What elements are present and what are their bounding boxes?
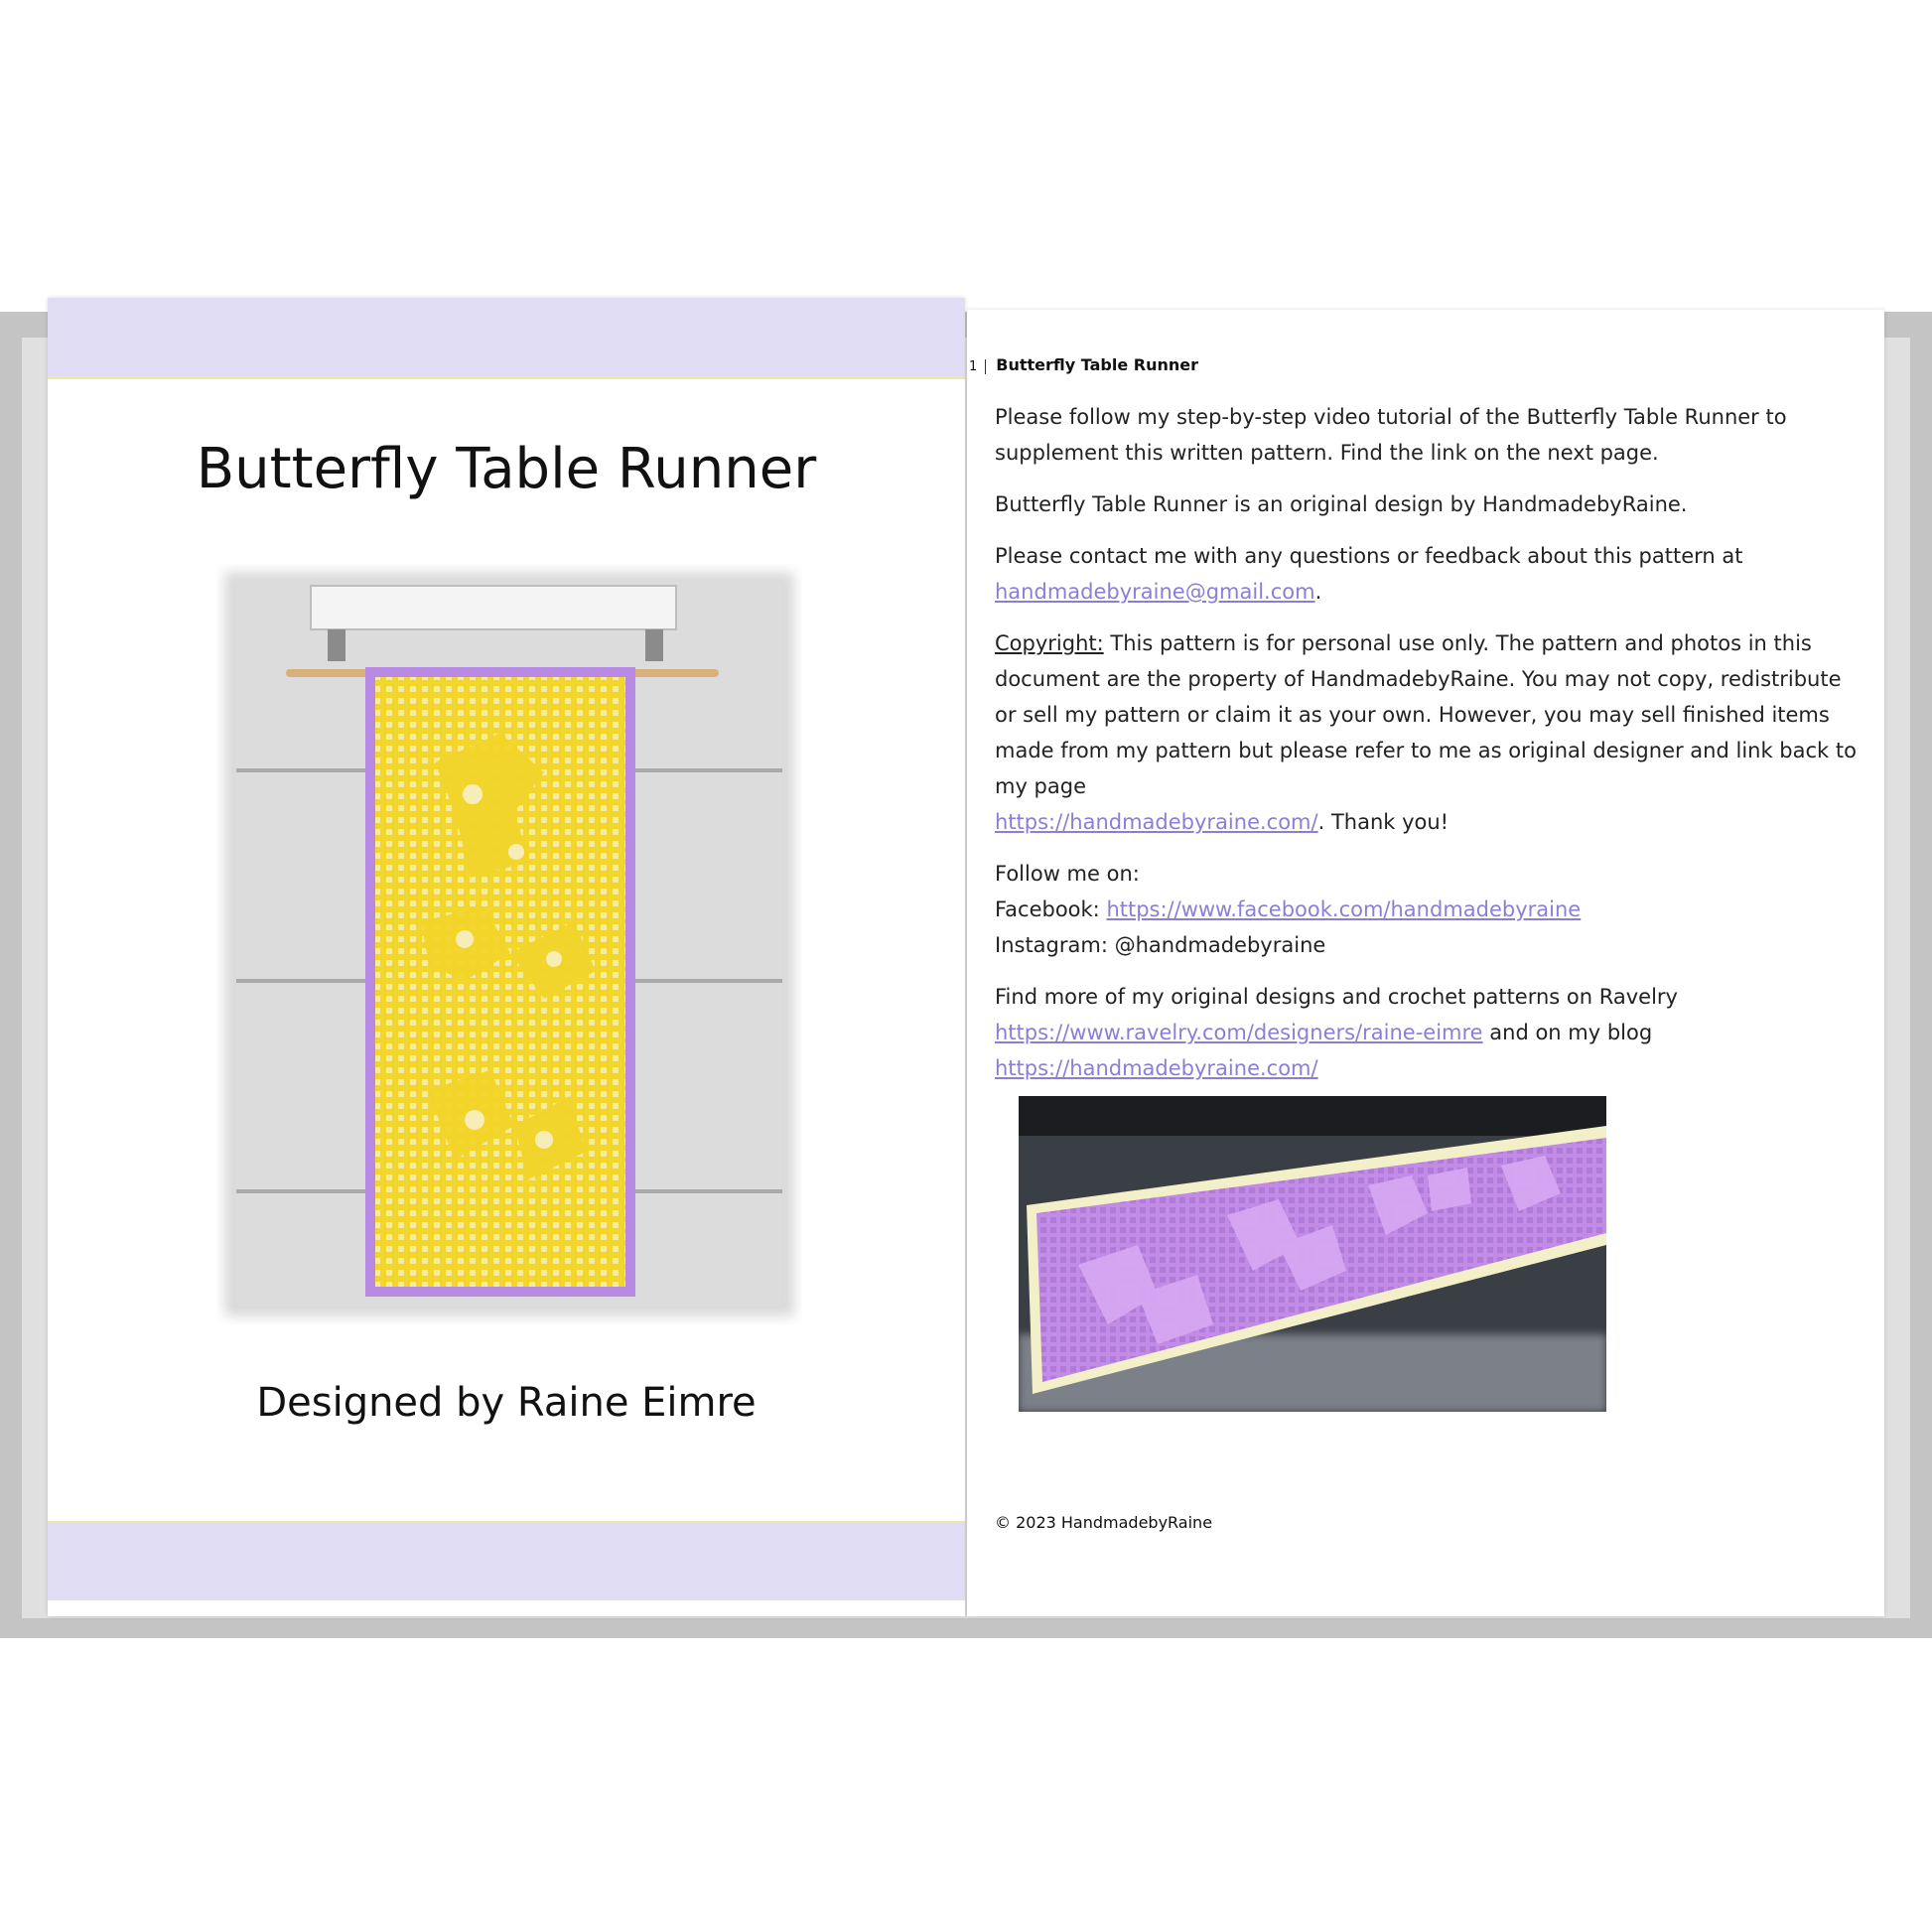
follow-paragraph xyxy=(995,856,1868,963)
email-link[interactable]: handmadebyraine@gmail.com xyxy=(995,580,1315,604)
contact-end: . xyxy=(1314,580,1322,604)
body-text xyxy=(995,399,1868,1102)
website-link[interactable]: https://handmadebyraine.com/ xyxy=(995,810,1318,834)
facebook-link[interactable]: https://www.facebook.com/handmadebyraine xyxy=(1106,897,1582,921)
content-page xyxy=(967,310,1884,1616)
cover-top-band xyxy=(48,298,965,379)
copyright-label: Copyright: xyxy=(995,631,1104,655)
ravelry-link[interactable]: https://www.ravelry.com/designers/raine-eimre xyxy=(995,1021,1483,1044)
facebook-label: Facebook: xyxy=(995,897,1107,921)
cover-title: Butterfly Table Runner xyxy=(196,437,817,501)
copyright-paragraph xyxy=(995,625,1868,840)
copyright-text: This pattern is for personal use only. The pattern and photos in this document are the property of HandmadebyRaine. You may not copy, redistribute or sell my pattern or claim it as your own. However, you may sell finished items made from my pattern but please refer to me as original designer and link back to my page xyxy=(995,631,1857,798)
copyright-end: . Thank you! xyxy=(1317,810,1449,834)
instagram-text: Instagram: @handmadebyraine xyxy=(995,933,1326,957)
cover-bottom-band xyxy=(48,1521,965,1600)
yellow-runner-photo xyxy=(216,564,802,1324)
purple-runner-photo xyxy=(1019,1096,1606,1412)
more-paragraph xyxy=(995,979,1868,1086)
follow-title: Follow me on: xyxy=(995,862,1140,886)
blog-text: and on my blog xyxy=(1482,1021,1653,1044)
footer-copyright: © 2023 HandmadebyRaine xyxy=(995,1513,1213,1532)
running-header xyxy=(969,355,1198,374)
intro-paragraph: Please follow my step-by-step video tutorial of the Butterfly Table Runner to supplement this written pattern. Find the link on the next page. xyxy=(995,405,1787,465)
page-number: 1 xyxy=(969,359,986,374)
original-design-paragraph: Butterfly Table Runner is an original design by HandmadebyRaine. xyxy=(995,492,1688,516)
header-title: Butterfly Table Runner xyxy=(996,355,1199,374)
contact-paragraph xyxy=(995,538,1868,610)
cover-page xyxy=(48,298,965,1616)
contact-text: Please contact me with any questions or feedback about this pattern at xyxy=(995,544,1743,568)
cover-designer: Designed by Raine Eimre xyxy=(256,1380,757,1426)
blog-link[interactable]: https://handmadebyraine.com/ xyxy=(995,1056,1318,1080)
more-text: Find more of my original designs and crochet patterns on Ravelry xyxy=(995,985,1678,1009)
